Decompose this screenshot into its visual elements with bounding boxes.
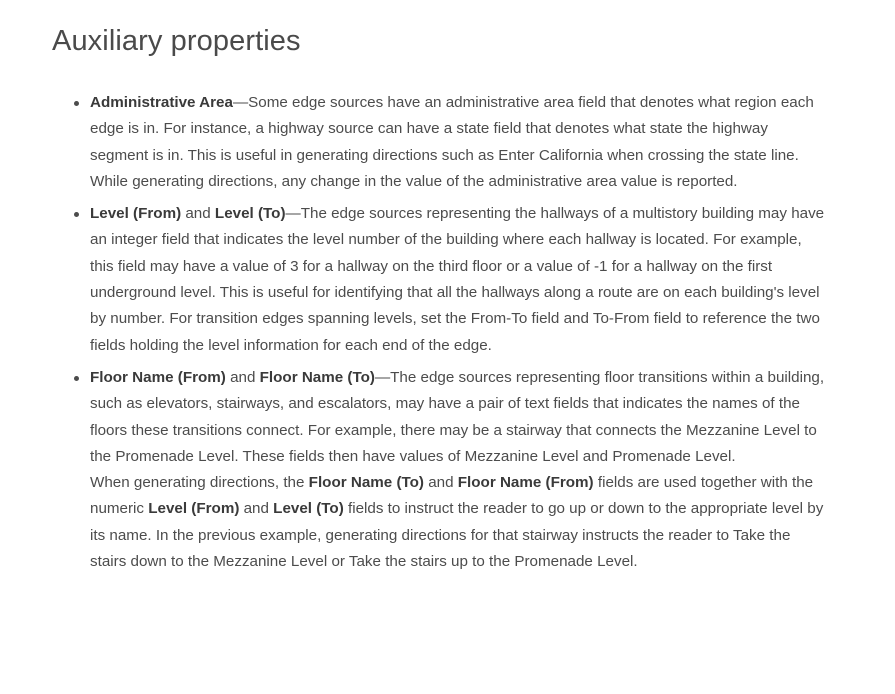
inline-term-level-to: Level (To) <box>273 500 344 518</box>
term-joiner: and <box>181 205 215 223</box>
paragraph-text: and <box>239 500 274 518</box>
em-dash: — <box>232 94 249 111</box>
paragraph-text: fields to instruct the reader to go up or down to the appropriate level by its name. In the previous example, generating directions for that stairway instructs the reader to Take the stairs down to the Mezzanine Level or Take the stairs up to the Promenade Level. <box>90 500 824 571</box>
inline-term-level-from: Level (From) <box>148 500 240 518</box>
inline-term-floor-name-from: Floor Name (From) <box>457 474 594 492</box>
term-administrative-area: Administrative Area <box>90 94 233 111</box>
em-dash: — <box>285 205 301 223</box>
item-description: Some edge sources have an administrative area field that denotes what region each edge is in. For instance, a highway source can have a state field that denotes what state the highway segment is in. This is useful in generating directions such as Enter California when crossing the state line. While generating directions, any change in the value of the administrative area value is reported. <box>90 94 814 190</box>
paragraph-text: and <box>423 474 458 492</box>
list-item-level <box>90 201 825 359</box>
paragraph-text: fields are used together with the numeric <box>90 474 814 518</box>
item-description: The edge sources representing floor transitions within a building, such as elevators, stairways, and escalators, may have a pair of text fields that indicates the names of the floors these transitions connect. For example, there may be a stairway that connects the Mezzanine Level to the Promenade Level. These fields then have values of Mezzanine Level and Promenade Level. <box>90 368 825 465</box>
em-dash: — <box>374 368 391 386</box>
item-description: The edge sources representing the hallways of a multistory building may have an integer field that indicates the level number of the building where each hallway is located. For example, this field may have a value of 3 for a hallway on the third floor or a value of -1 for a hallway on the first underground level. This is useful for identifying that all the hallways along a route are on each building's level by number. For transition edges spanning levels, set the From-To field and To-From field to reference the two fields holding the level information for each end of the edge. <box>90 205 825 354</box>
list-item-administrative-area <box>90 90 825 195</box>
term-floor-name-to: Floor Name (To) <box>259 368 375 386</box>
term-joiner: and <box>225 368 260 386</box>
paragraph-text: When generating directions, the <box>90 474 309 492</box>
term-level-to: Level (To) <box>214 205 286 223</box>
list-item-floor-name <box>90 365 825 575</box>
term-level-from: Level (From) <box>90 205 182 223</box>
auxiliary-properties-list <box>52 90 825 575</box>
term-floor-name-from: Floor Name (From) <box>90 368 226 386</box>
section-title: Auxiliary properties <box>52 25 301 57</box>
inline-term-floor-name-to: Floor Name (To) <box>308 474 424 492</box>
